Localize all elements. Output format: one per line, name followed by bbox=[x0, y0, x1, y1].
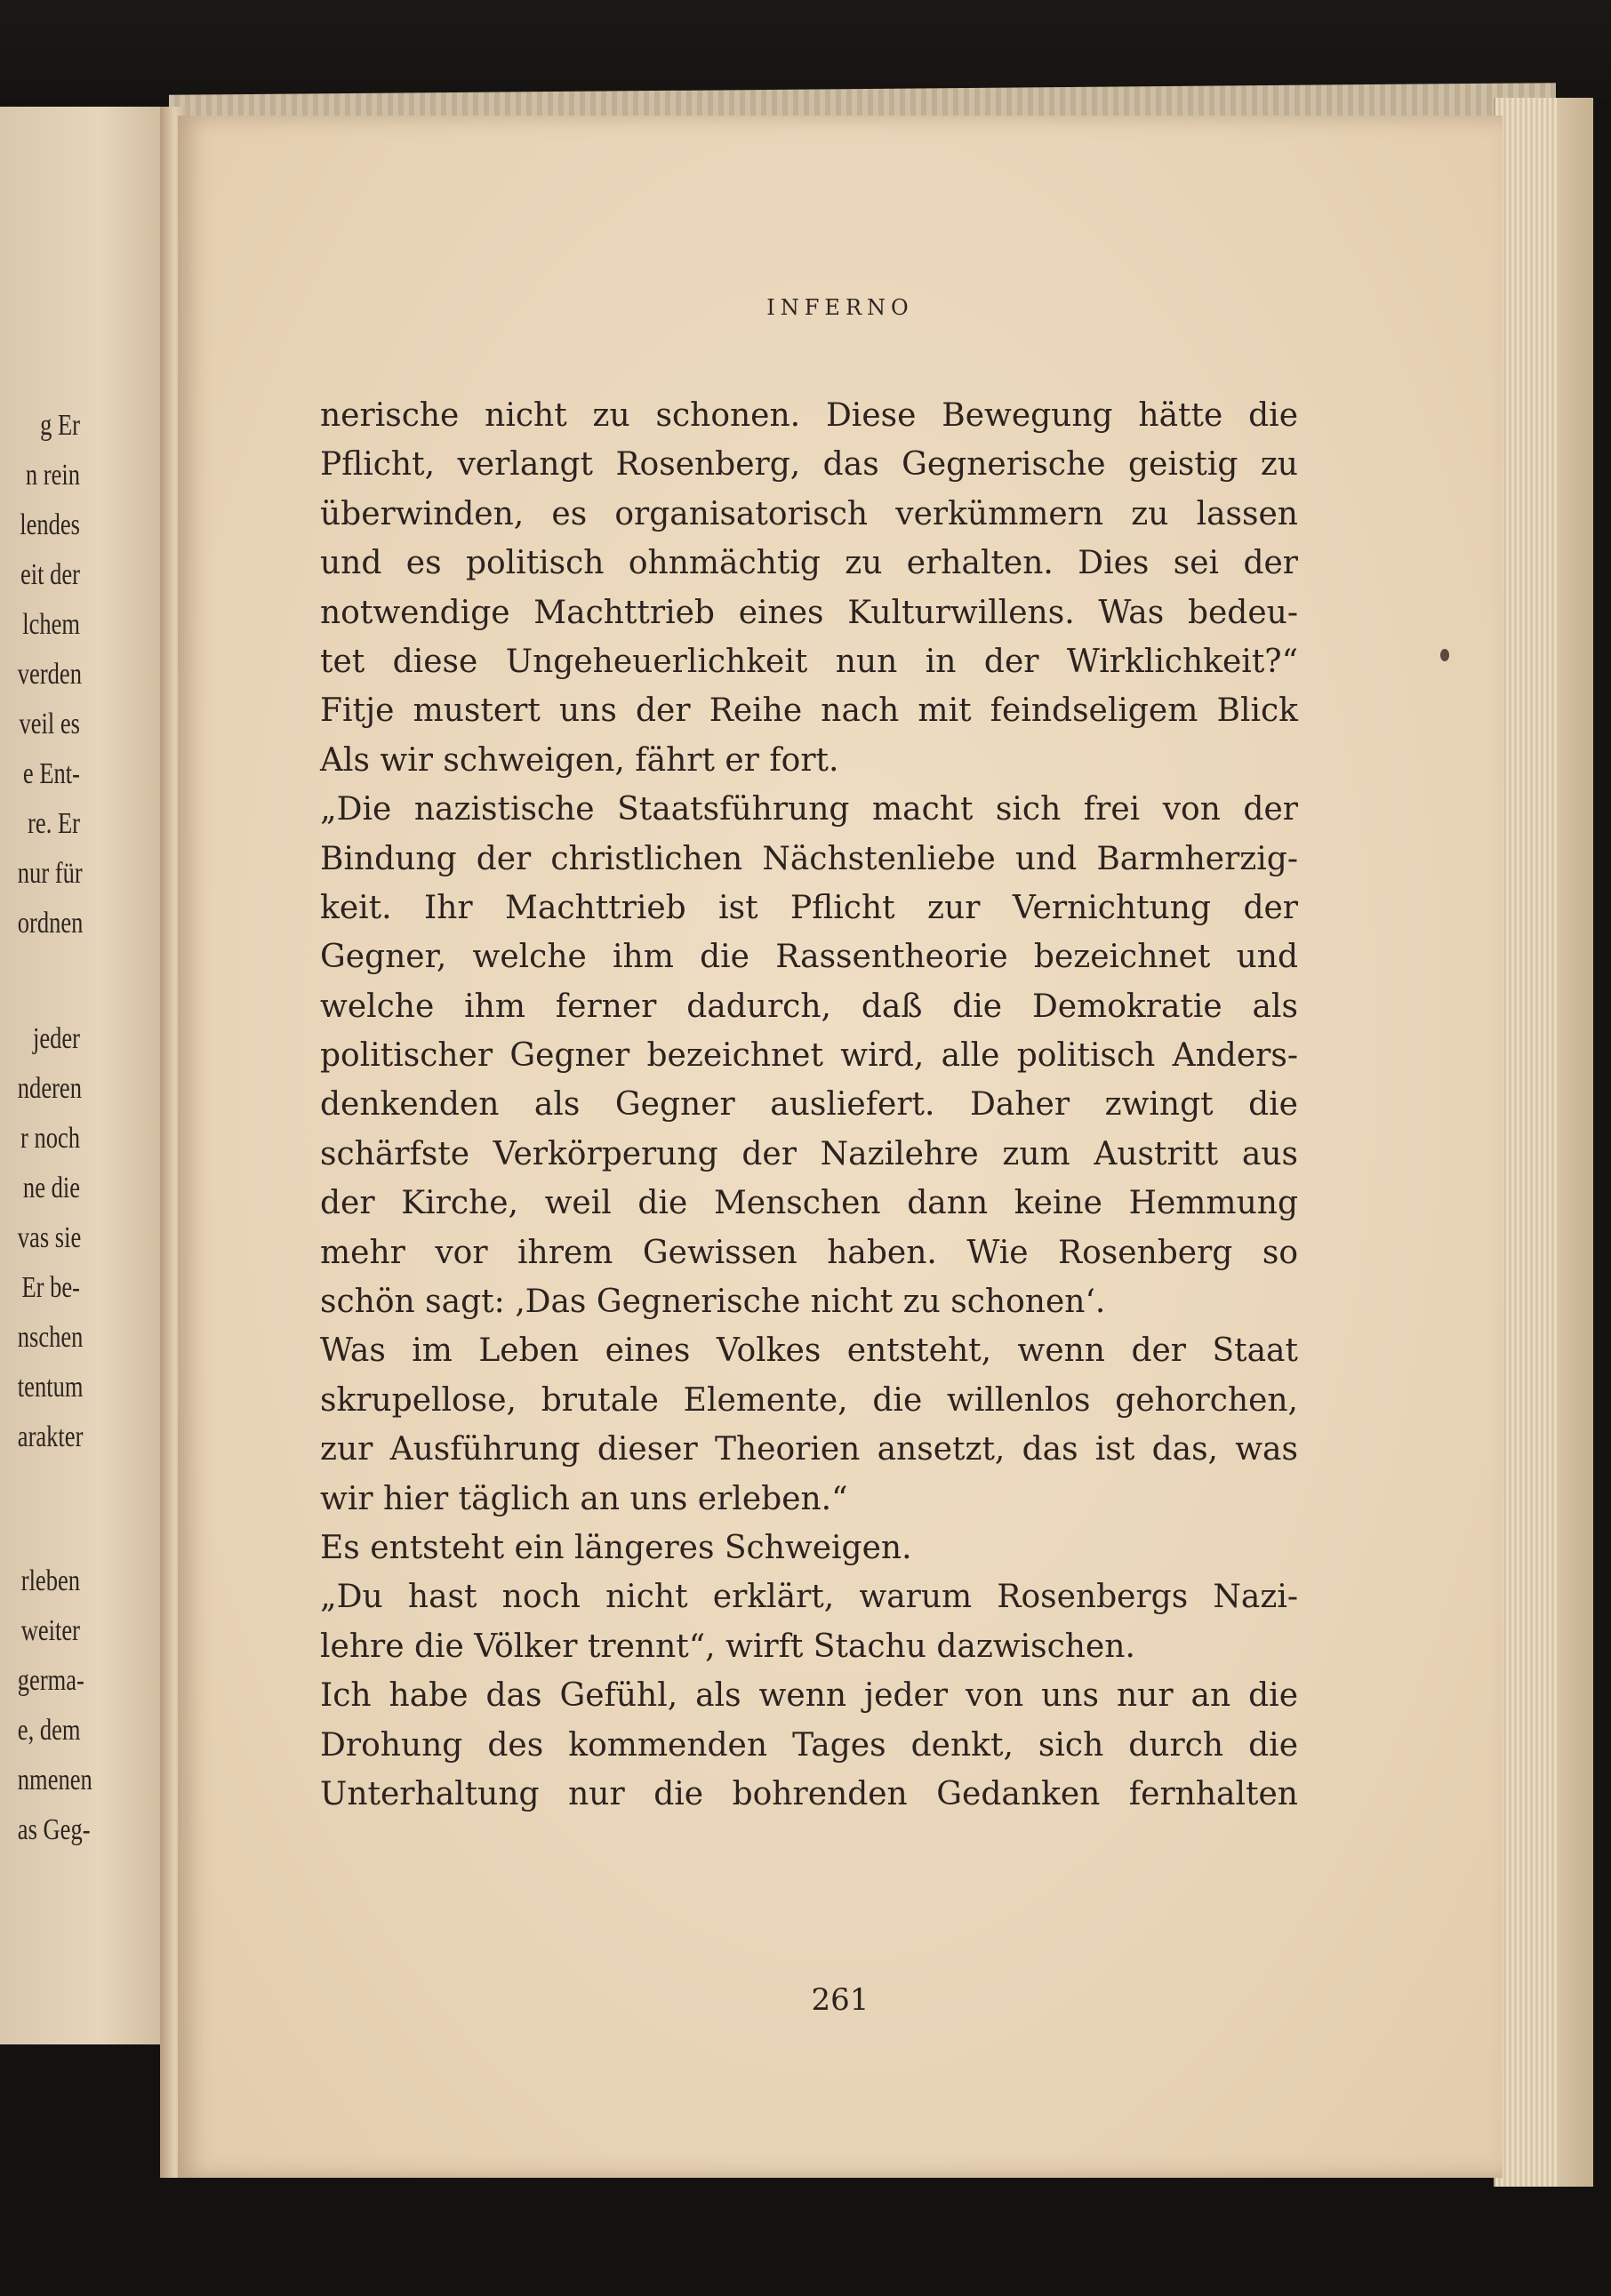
text-line: schärfste Verkörperung der Nazilehre zum Austritt aus bbox=[320, 1135, 1298, 1172]
text-line: Gegner, welche ihm die Rassentheorie bezeichnet und bbox=[320, 939, 1298, 976]
text-line: tet diese Ungeheuerlichkeit nun in der Wirklichkeit?“ bbox=[320, 643, 1298, 680]
left-fragment: r noch bbox=[20, 1122, 80, 1155]
left-fragment: nur für bbox=[17, 857, 83, 890]
left-fragment: rleben bbox=[20, 1564, 80, 1597]
text-line: Als wir schweigen, fährt er fort. bbox=[320, 741, 839, 779]
paper-speck bbox=[1440, 649, 1449, 661]
book-page-edges bbox=[1494, 98, 1593, 2187]
left-fragment: vas sie bbox=[17, 1221, 82, 1254]
text-line: lehre die Völker trennt“, wirft Stachu dazwischen. bbox=[320, 1628, 1135, 1665]
left-fragment: germa- bbox=[17, 1664, 84, 1697]
left-fragment: tentum bbox=[17, 1371, 84, 1404]
left-fragment: n rein bbox=[25, 459, 80, 492]
text-line: welche ihm ferner dadurch, daß die Demokratie als bbox=[320, 988, 1298, 1025]
body-text bbox=[320, 391, 1298, 1819]
text-line: schön sagt: ‚Das Gegnerische nicht zu schonen‘. bbox=[320, 1284, 1106, 1321]
left-fragment: lchem bbox=[22, 608, 80, 641]
left-fragment: weiter bbox=[20, 1614, 80, 1647]
text-line: nerische nicht zu schonen. Diese Bewegung hätte die bbox=[320, 397, 1298, 434]
left-fragment: Er be- bbox=[21, 1271, 80, 1304]
left-fragment: e Ent- bbox=[22, 757, 81, 790]
text-line: und es politisch ohnmächtig zu erhalten. Dies sei der bbox=[320, 545, 1298, 582]
book-page bbox=[178, 116, 1503, 2178]
text-line: keit. Ihr Machttrieb ist Pflicht zur Vernichtung der bbox=[320, 889, 1298, 926]
left-fragment: g Er bbox=[40, 409, 80, 442]
text-line: Es entsteht ein längeres Schweigen. bbox=[320, 1529, 912, 1566]
text-line: „Du hast noch nicht erklärt, warum Rosenbergs Nazi- bbox=[320, 1579, 1298, 1616]
left-fragment: ne die bbox=[22, 1172, 81, 1204]
text-line: skrupellose, brutale Elemente, die willenlos gehorchen, bbox=[320, 1381, 1298, 1419]
left-fragment: nderen bbox=[17, 1072, 82, 1105]
left-fragment: nmenen bbox=[17, 1764, 92, 1796]
text-line: Was im Leben eines Volkes entsteht, wenn der Staat bbox=[320, 1332, 1298, 1370]
text-line: Pflicht, verlangt Rosenberg, das Gegnerische geistig zu bbox=[320, 446, 1298, 484]
text-line: der Kirche, weil die Menschen dann keine Hemmung bbox=[320, 1185, 1298, 1222]
text-line: „Die nazistische Staatsführung macht sich frei von der bbox=[320, 791, 1298, 828]
text-line: politischer Gegner bezeichnet wird, alle politisch Anders- bbox=[320, 1037, 1298, 1075]
text-line: Fitje mustert uns der Reihe nach mit feindseligem Blick bbox=[320, 692, 1298, 730]
left-fragment: e, dem bbox=[17, 1714, 81, 1747]
running-head: INFERNO bbox=[766, 295, 914, 320]
left-fragment: as Geg- bbox=[17, 1813, 91, 1846]
text-line: denkenden als Gegner ausliefert. Daher zwingt die bbox=[320, 1086, 1298, 1124]
left-fragment: nschen bbox=[17, 1321, 84, 1354]
left-fragment: ordnen bbox=[17, 907, 84, 940]
left-fragment: jeder bbox=[32, 1022, 80, 1055]
text-line: Drohung des kommenden Tages denkt, sich durch die bbox=[320, 1726, 1298, 1764]
text-line: mehr vor ihrem Gewissen haben. Wie Rosenberg so bbox=[320, 1234, 1298, 1271]
left-fragment: veil es bbox=[19, 708, 80, 740]
text-line: Bindung der christlichen Nächstenliebe und Barmherzig- bbox=[320, 840, 1298, 877]
left-fragment: verden bbox=[17, 658, 82, 691]
text-line: Ich habe das Gefühl, als wenn jeder von uns nur an die bbox=[320, 1677, 1298, 1715]
left-fragment: lendes bbox=[20, 508, 80, 541]
text-line: Unterhaltung nur die bohrenden Gedanken fernhalten bbox=[320, 1775, 1298, 1812]
text-line: wir hier täglich an uns erleben.“ bbox=[320, 1480, 848, 1517]
page-number: 261 bbox=[811, 1982, 870, 2018]
left-fragment: eit der bbox=[20, 558, 81, 591]
left-fragment: re. Er bbox=[28, 807, 80, 840]
text-line: notwendige Machttrieb eines Kulturwillens. Was bedeu- bbox=[320, 594, 1298, 631]
left-fragment: arakter bbox=[17, 1420, 84, 1453]
text-line: zur Ausführung dieser Theorien ansetzt, das ist das, was bbox=[320, 1431, 1298, 1468]
previous-page bbox=[0, 107, 164, 2044]
text-line: überwinden, es organisatorisch verkümmern zu lassen bbox=[320, 495, 1298, 532]
background-top bbox=[0, 0, 1611, 98]
